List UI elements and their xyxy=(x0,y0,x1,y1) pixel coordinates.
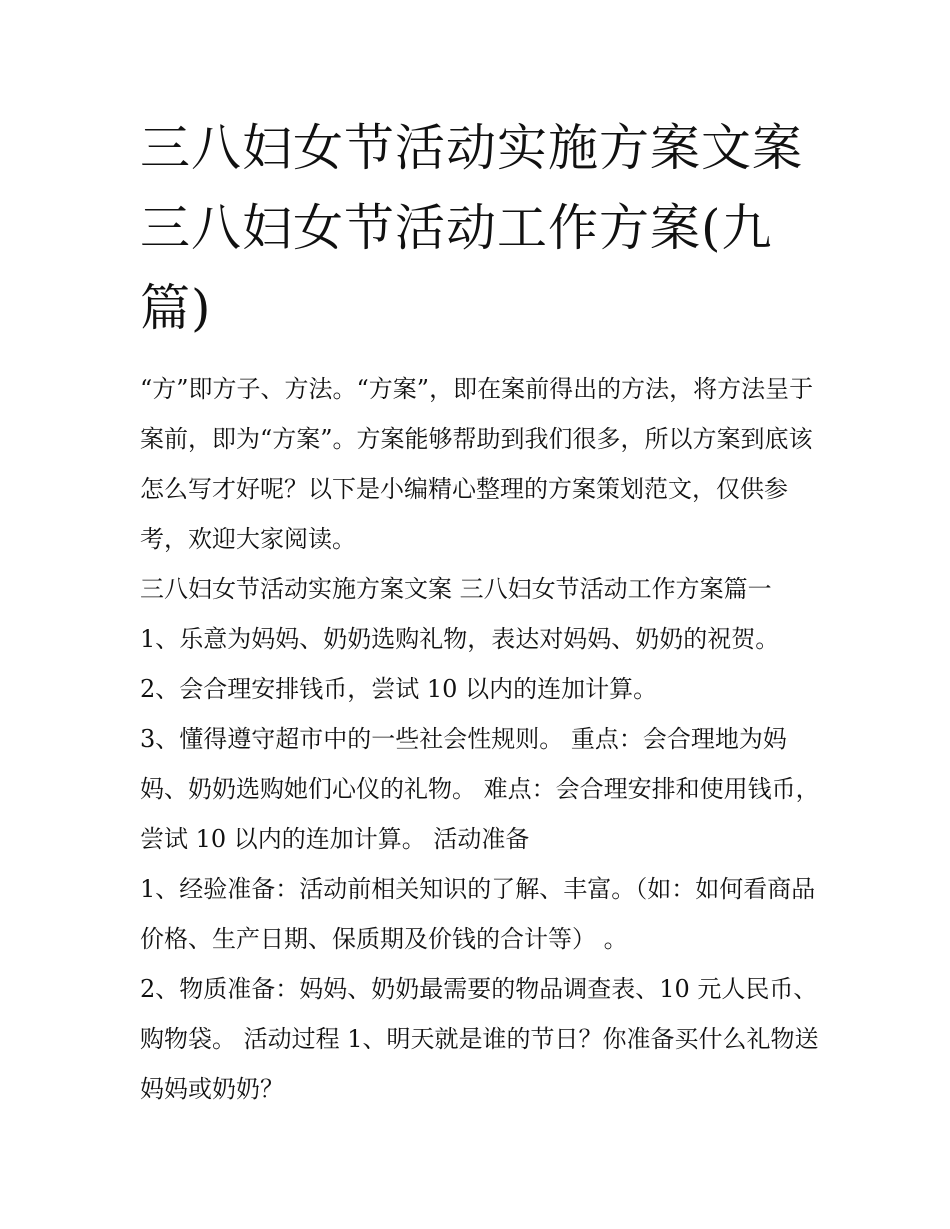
list-item-3: 3、懂得遵守超市中的一些社会性规则。 重点：会合理地为妈妈、奶奶选购她们心仪的礼物。 难点：会合理安排和使用钱币，尝试 10 以内的连加计算。 活动准备 xyxy=(140,725,820,853)
document-title xyxy=(140,108,820,348)
section-heading: 三八妇女节活动实施方案文案 三八妇女节活动工作方案篇一 xyxy=(140,575,772,603)
title-line-3: 篇) xyxy=(140,279,212,337)
prep-item-2: 2、物质准备：妈妈、奶奶最需要的物品调查表、10 元人民币、购物袋。 活动过程 1、明天就是谁的节日？你准备买什么礼物送妈妈或奶奶？ xyxy=(140,975,819,1103)
document-page xyxy=(140,108,820,1114)
list-item-1: 1、乐意为妈妈、奶奶选购礼物，表达对妈妈、奶奶的祝贺。 xyxy=(140,625,780,653)
title-line-2: 三八妇女节活动工作方案(九 xyxy=(140,199,773,257)
list-item-2: 2、会合理安排钱币，尝试 10 以内的连加计算。 xyxy=(140,675,658,703)
document-body xyxy=(140,364,820,1114)
title-line-1: 三八妇女节活动实施方案文案 xyxy=(140,119,803,177)
prep-item-1: 1、经验准备：活动前相关知识的了解、丰富。（如：如何看商品价格、生产日期、保质期及价钱的合计等） 。 xyxy=(140,875,816,953)
intro-paragraph: “方”即方子、方法。“方案”，即在案前得出的方法，将方法呈于案前，即为“方案”。方案能够帮助到我们很多，所以方案到底该怎么写才好呢？以下是小编精心整理的方案策划范文，仅供参考，欢迎大家阅读。 xyxy=(140,375,814,553)
